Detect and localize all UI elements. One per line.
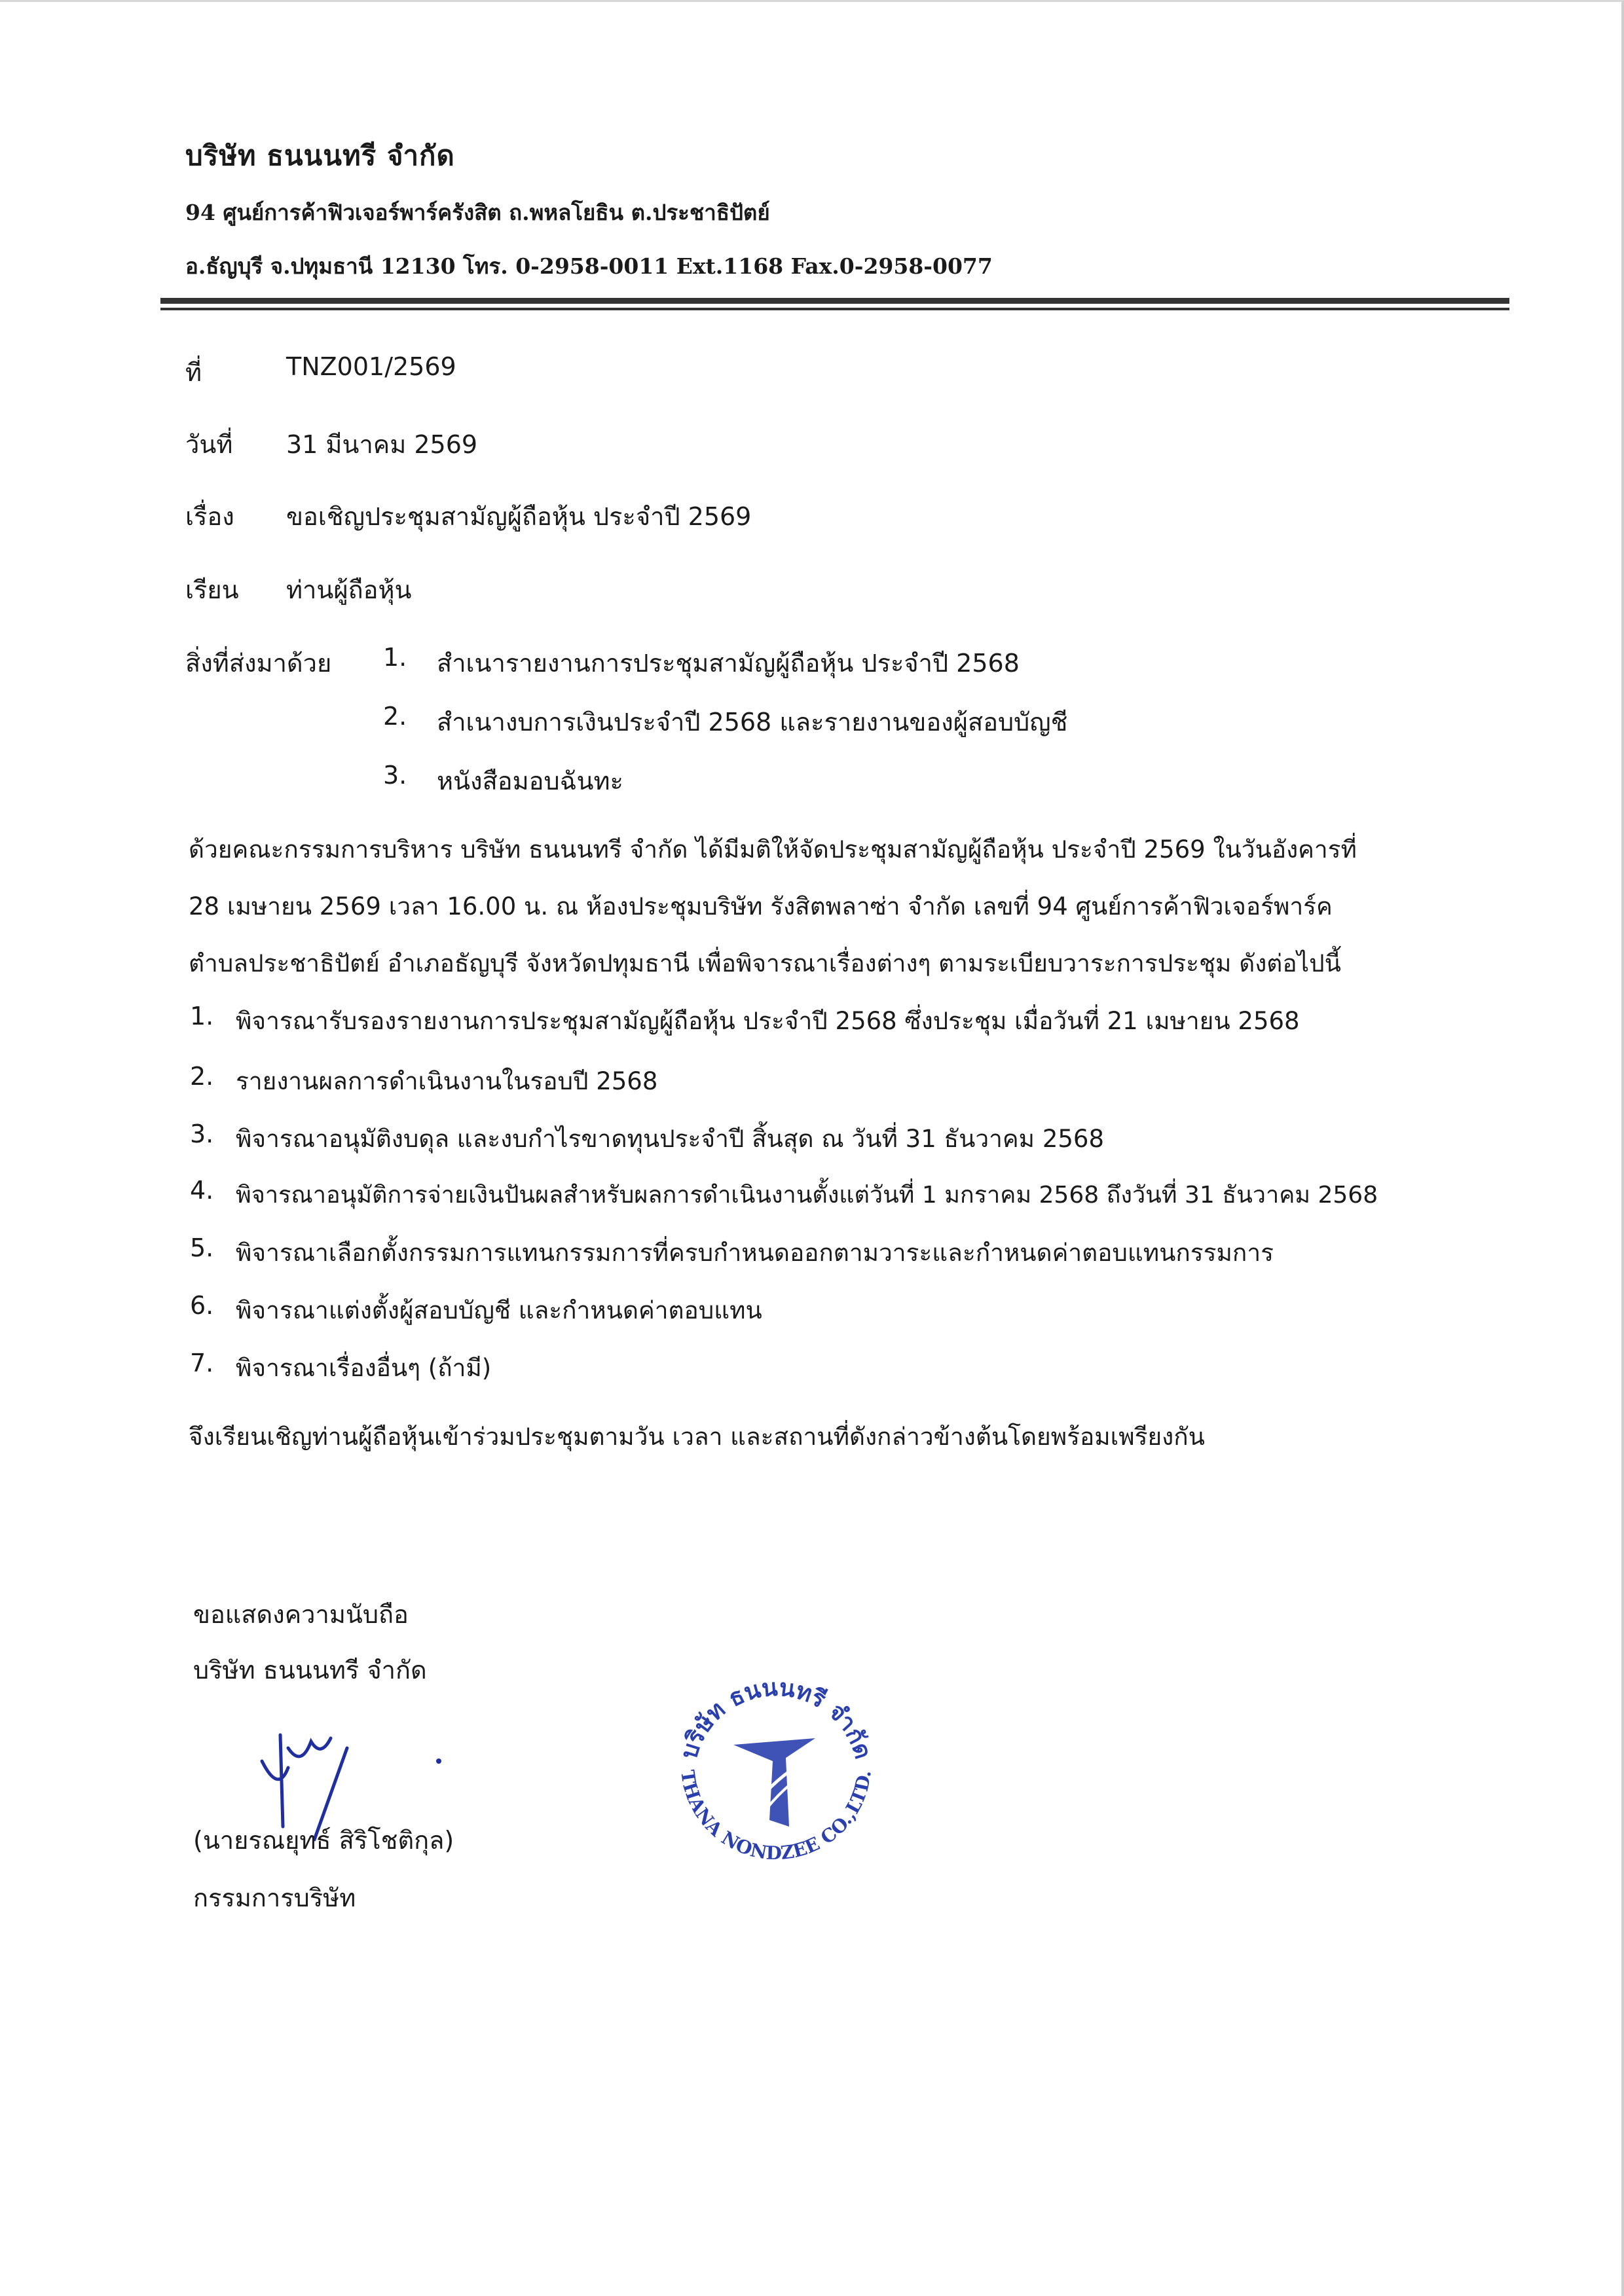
seal-english-text: THANA NONDZEE CO.,LTD. [676, 1768, 876, 1865]
company-seal-stamp [655, 1647, 897, 1889]
subject-label: เรื่อง [185, 502, 234, 531]
body-paragraph-line: ด้วยคณะกรรมการบริหาร บริษัท ธนนนทรี จำกัด ได้มีมติให้จัดประชุมสามัญผู้ถือหุ้น ประจำปี 2569 ในวันอังคารที่ [189, 835, 1357, 864]
enclosure-number: 1. [383, 643, 407, 672]
letter-subject: ขอเชิญประชุมสามัญผู้ถือหุ้น ประจำปี 2569 [286, 502, 752, 531]
seal-thai-text: บริษัท ธนนนทรี จำกัด [674, 1673, 877, 1762]
company-address-line-1: 94 ศูนย์การค้าฟิวเจอร์พาร์ครังสิต ถ.พหลโยธิน ต.ประชาธิปัตย์ [185, 200, 770, 225]
signer-name: (นายรณยุทธ์ สิริโชติกุล) [193, 1826, 454, 1855]
enclosure-number: 2. [383, 702, 407, 731]
agenda-item: รายงานผลการดำเนินงานในรอบปี 2568 [236, 1067, 658, 1095]
ref-label: ที่ [185, 358, 202, 387]
signature-company: บริษัท ธนนนทรี จำกัด [193, 1656, 427, 1685]
letter-recipient: ท่านผู้ถือหุ้น [286, 575, 412, 604]
enclosures-label: สิ่งที่ส่งมาด้วย [185, 649, 332, 678]
signer-position: กรรมการบริษัท [193, 1884, 356, 1912]
closing-sentence: จึงเรียนเชิญท่านผู้ถือหุ้นเข้าร่วมประชุมตามวัน เวลา และสถานที่ดังกล่าวข้างต้นโดยพร้อมเพรียงกัน [189, 1423, 1205, 1451]
agenda-item: พิจารณาแต่งตั้งผู้สอบบัญชี และกำหนดค่าตอบแทน [236, 1296, 762, 1324]
agenda-number: 7. [190, 1349, 214, 1377]
agenda-number: 3. [190, 1120, 214, 1148]
agenda-item: พิจารณาอนุมัติการจ่ายเงินปันผลสำหรับผลการดำเนินงานตั้งแต่วันที่ 1 มกราคม 2568 ถึงวันที่ 31 ธันวาคม 2568 [236, 1182, 1378, 1209]
enclosure-item: หนังสือมอบฉันทะ [437, 767, 623, 795]
recipient-label: เรียน [185, 575, 239, 604]
body-paragraph-line: ตำบลประชาธิปัตย์ อำเภอธัญบุรี จังหวัดปทุมธานี เพื่อพิจารณาเรื่องต่างๆ ตามระเบียบวาระการประชุม ดังต่อไปนี้ [189, 949, 1341, 977]
enclosure-number: 3. [383, 761, 407, 790]
body-paragraph-line: 28 เมษายน 2569 เวลา 16.00 น. ณ ห้องประชุมบริษัท รังสิตพลาซ่า จำกัด เลขที่ 94 ศูนย์การค้าฟิวเจอร์พาร์ค [189, 892, 1333, 920]
date-label: วันที่ [185, 430, 233, 459]
company-name: บริษัท ธนนนทรี จำกัด [185, 139, 455, 172]
agenda-number: 4. [190, 1176, 214, 1205]
complimentary-close: ขอแสดงความนับถือ [193, 1600, 409, 1629]
agenda-number: 2. [190, 1062, 214, 1091]
agenda-item: พิจารณาเรื่องอื่นๆ (ถ้ามี) [236, 1354, 492, 1382]
letter-date: 31 มีนาคม 2569 [286, 430, 478, 459]
agenda-number: 5. [190, 1233, 214, 1262]
seal-logo-icon [733, 1738, 815, 1827]
agenda-number: 1. [190, 1002, 214, 1030]
letterhead-divider-thick [160, 298, 1509, 304]
agenda-item: พิจารณาอนุมัติงบดุล และงบกำไรขาดทุนประจำปี สิ้นสุด ณ วันที่ 31 ธันวาคม 2568 [236, 1125, 1104, 1153]
enclosure-item: สำเนารายงานการประชุมสามัญผู้ถือหุ้น ประจำปี 2568 [437, 649, 1020, 678]
agenda-item: พิจารณารับรองรายงานการประชุมสามัญผู้ถือหุ้น ประจำปี 2568 ซึ่งประชุม เมื่อวันที่ 21 เมษายน 2568 [236, 1007, 1300, 1035]
letterhead-divider-thin [160, 308, 1509, 310]
enclosure-item: สำเนางบการเงินประจำปี 2568 และรายงานของผู้สอบบัญชี [437, 708, 1068, 737]
ref-number: TNZ001/2569 [286, 352, 456, 381]
company-address-line-2: อ.ธัญบุรี จ.ปทุมธานี 12130 โทร. 0-2958-0011 Ext.1168 Fax.0-2958-0077 [185, 253, 993, 279]
agenda-number: 6. [190, 1291, 214, 1320]
agenda-item: พิจารณาเลือกตั้งกรรมการแทนกรรมการที่ครบกำหนดออกตามวาระและกำหนดค่าตอบแทนกรรมการ [236, 1239, 1274, 1267]
